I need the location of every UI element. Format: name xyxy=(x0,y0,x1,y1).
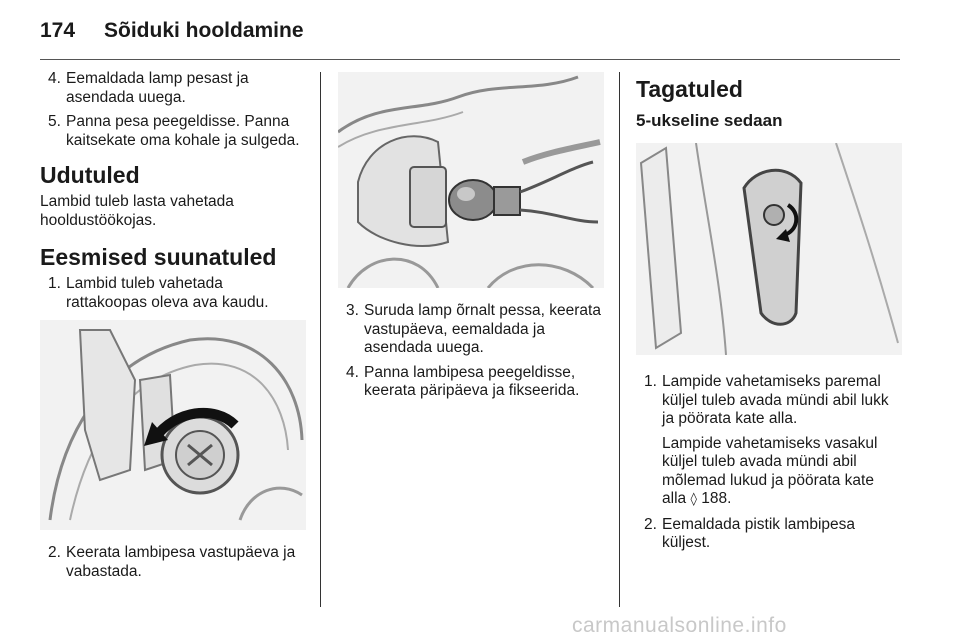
extra-text: Lampide vahetamiseks vasakul küljel tuleb avada mündi abil mõlemad lukud ja pöörata kate alla xyxy=(662,434,878,507)
fog-lights-text: Lambid tuleb lasta vahetada hooldustöökojas. xyxy=(40,193,234,229)
step-number: 1. xyxy=(48,275,61,292)
list-item xyxy=(636,516,902,553)
page-header xyxy=(40,14,304,48)
front-turn-heading: Eesmised suunatuled xyxy=(40,244,277,270)
step-number: 1. xyxy=(644,373,657,390)
step-number: 4. xyxy=(48,70,61,87)
bulb-socket-illustration xyxy=(338,72,604,288)
step-number: 2. xyxy=(48,544,61,561)
step-text: Suruda lamp õrnalt pessa, keerata vastupäeva, eemaldada ja asendada uuega. xyxy=(364,302,601,356)
column-divider xyxy=(320,72,321,607)
steps-top-list xyxy=(40,70,306,150)
fog-lights-heading: Udutuled xyxy=(40,162,140,188)
column-1 xyxy=(40,70,306,587)
list-item xyxy=(338,364,604,401)
list-item xyxy=(40,113,306,150)
turn-steps-list-2 xyxy=(40,544,306,581)
page-number: 174 xyxy=(40,19,76,42)
step-text: Panna lambipesa peegeldisse, keerata päripäeva ja fikseerida. xyxy=(364,363,580,399)
list-item xyxy=(40,275,306,312)
step-text: Panna pesa peegeldisse. Panna kaitsekate oma kohale ja sulgeda. xyxy=(66,113,300,149)
column-divider xyxy=(619,72,620,607)
tail-steps-list xyxy=(636,373,902,553)
sedan-subheading: 5-ukseline sedaan xyxy=(636,111,783,130)
tail-light-cover-illustration xyxy=(636,143,902,355)
watermark: carmanualsonline.info xyxy=(572,614,787,637)
step-text: Eemaldada pistik lambipesa küljest. xyxy=(662,515,855,551)
step-extra-text xyxy=(662,435,902,510)
step-number: 5. xyxy=(48,113,61,130)
step-number: 4. xyxy=(346,363,359,381)
step-number: 2. xyxy=(644,515,657,533)
bulb-steps-list xyxy=(338,302,604,401)
column-2 xyxy=(338,70,604,407)
step-text: Eemaldada lamp pesast ja asendada uuega. xyxy=(66,70,249,106)
list-item xyxy=(40,544,306,581)
page-reference-link[interactable]: 188. xyxy=(701,490,732,507)
header-rule xyxy=(40,59,900,60)
list-item xyxy=(636,373,902,510)
column-3 xyxy=(636,70,902,559)
step-number: 3. xyxy=(346,302,359,319)
list-item xyxy=(338,302,604,358)
list-item xyxy=(40,70,306,107)
step-text: Keerata lambipesa vastupäeva ja vabastada. xyxy=(66,544,296,580)
step-text: Lampide vahetamiseks paremal küljel tuleb avada mündi abil lukk ja pöörata kate alla. xyxy=(662,373,889,427)
chapter-title: Sõiduki hooldamine xyxy=(104,19,304,42)
step-text: Lambid tuleb vahetada rattakoopas oleva ava kaudu. xyxy=(66,275,269,311)
tail-lights-heading: Tagatuled xyxy=(636,76,743,102)
turn-steps-list xyxy=(40,275,306,312)
wheel-arch-illustration xyxy=(40,320,306,530)
page-reference-icon: ◊ xyxy=(690,492,697,507)
